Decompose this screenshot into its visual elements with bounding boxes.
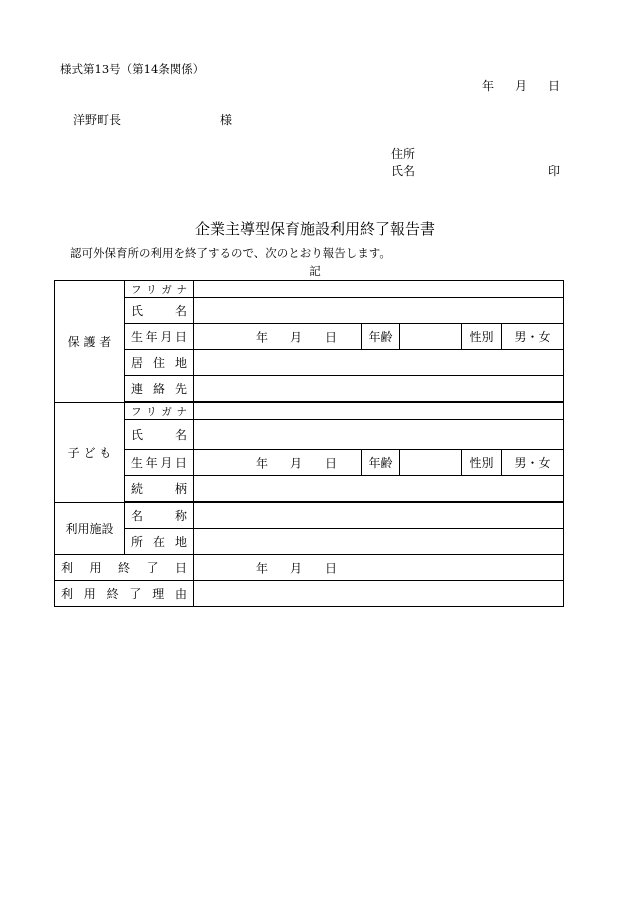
facility-location-row xyxy=(55,529,564,555)
guardian-sex-options[interactable]: 男・女 xyxy=(502,324,564,350)
guardian-group-label: 保 護 者 xyxy=(55,281,125,403)
facility-group-label: 利用施設 xyxy=(55,503,125,555)
child-name-label: 氏 名 xyxy=(125,420,194,450)
child-relation-label: 続 柄 xyxy=(125,476,194,502)
child-birth-year: 年 xyxy=(256,456,269,470)
guardian-contact-field[interactable] xyxy=(194,376,564,402)
child-birth-month: 月 xyxy=(290,456,303,470)
recipient: 洋野町長 xyxy=(73,113,122,127)
guardian-sex-label: 性別 xyxy=(462,324,502,350)
guardian-residence-row xyxy=(55,350,564,376)
report-table xyxy=(54,280,564,607)
document-title: 企業主導型保育施設利用終了報告書 xyxy=(194,220,435,238)
guardian-age-label: 年齢 xyxy=(362,324,400,350)
child-birth-row xyxy=(55,450,564,476)
child-birth-day: 日 xyxy=(325,456,338,470)
child-name-row xyxy=(55,420,564,450)
guardian-furigana-row xyxy=(55,281,564,298)
child-age-label: 年齢 xyxy=(362,450,400,476)
guardian-residence-label: 居 住 地 xyxy=(125,350,194,376)
header-date-day: 日 xyxy=(548,79,561,93)
name-label: 氏名 xyxy=(391,164,416,178)
child-relation-row xyxy=(55,476,564,502)
child-relation-field[interactable] xyxy=(194,476,564,502)
header-date-year: 年 xyxy=(482,79,495,93)
guardian-name-row xyxy=(55,298,564,324)
ki-label: 記 xyxy=(309,264,321,278)
child-birth-label: 生 年 月 日 xyxy=(125,450,194,476)
end-date-row xyxy=(55,555,564,581)
child-sex-label: 性別 xyxy=(462,450,502,476)
facility-name-field[interactable] xyxy=(194,503,564,529)
guardian-birth-year: 年 xyxy=(256,330,269,344)
child-furigana-field[interactable] xyxy=(194,403,564,420)
facility-name-row xyxy=(55,503,564,529)
guardian-name-field[interactable] xyxy=(194,298,564,324)
child-furigana-label: フ リ ガ ナ xyxy=(125,403,194,420)
form-number: 様式第13号（第14条関係） xyxy=(60,62,205,76)
end-date-field[interactable] xyxy=(194,555,564,581)
guardian-furigana-label: フ リ ガ ナ xyxy=(125,281,194,298)
seal-label: 印 xyxy=(548,164,561,178)
guardian-age-field[interactable] xyxy=(400,324,462,350)
end-date-label: 利 用 終 了 日 xyxy=(55,555,194,581)
child-birth-field[interactable] xyxy=(194,450,362,476)
intro-text: 認可外保育所の利用を終了するので、次のとおり報告します。 xyxy=(70,246,391,260)
end-date-year: 年 xyxy=(256,561,269,575)
facility-location-label: 所 在 地 xyxy=(125,529,194,555)
child-group-label: 子 ど も xyxy=(55,403,125,503)
end-date-month: 月 xyxy=(290,561,303,575)
child-furigana-row xyxy=(55,403,564,420)
guardian-birth-row xyxy=(55,324,564,350)
child-age-field[interactable] xyxy=(400,450,462,476)
guardian-birth-day: 日 xyxy=(325,330,338,344)
recipient-honorific: 様 xyxy=(220,113,233,127)
end-date-day: 日 xyxy=(325,561,338,575)
facility-location-field[interactable] xyxy=(194,529,564,555)
guardian-contact-label: 連 絡 先 xyxy=(125,376,194,402)
facility-name-label: 名 称 xyxy=(125,503,194,529)
end-reason-row xyxy=(55,581,564,607)
guardian-birth-field[interactable] xyxy=(194,324,362,350)
end-reason-field[interactable] xyxy=(194,581,564,607)
guardian-birth-label: 生 年 月 日 xyxy=(125,324,194,350)
guardian-furigana-field[interactable] xyxy=(194,281,564,298)
guardian-contact-row xyxy=(55,376,564,402)
child-name-field[interactable] xyxy=(194,420,564,450)
end-reason-label: 利 用 終 了 理 由 xyxy=(55,581,194,607)
guardian-name-label: 氏 名 xyxy=(125,298,194,324)
header-date-month: 月 xyxy=(515,79,528,93)
guardian-residence-field[interactable] xyxy=(194,350,564,376)
child-sex-options[interactable]: 男・女 xyxy=(502,450,564,476)
address-label: 住所 xyxy=(391,147,416,161)
guardian-birth-month: 月 xyxy=(290,330,303,344)
